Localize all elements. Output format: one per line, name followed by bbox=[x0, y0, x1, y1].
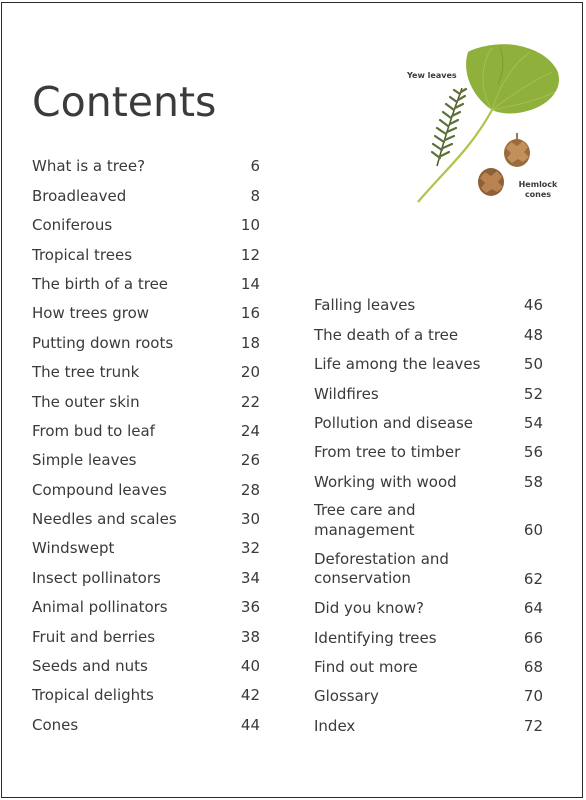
entry-title: From tree to timber bbox=[314, 443, 461, 462]
entry-page-number: 14 bbox=[240, 274, 260, 293]
entry-page-number: 12 bbox=[240, 245, 260, 264]
entry-page-number: 6 bbox=[250, 157, 260, 176]
entry-page-number: 70 bbox=[523, 687, 543, 706]
contents-entry[interactable] bbox=[32, 294, 260, 323]
entry-page-number: 46 bbox=[523, 296, 543, 315]
contents-entry[interactable] bbox=[314, 462, 543, 491]
entry-page-number: 64 bbox=[523, 599, 543, 618]
entry-page-number: 20 bbox=[240, 363, 260, 382]
entry-title: The tree trunk bbox=[32, 363, 140, 382]
contents-entry[interactable] bbox=[32, 323, 260, 352]
contents-entry[interactable] bbox=[314, 492, 543, 541]
entry-page-number: 48 bbox=[523, 325, 543, 344]
entry-title: Find out more bbox=[314, 657, 418, 676]
contents-entry[interactable] bbox=[314, 315, 543, 344]
entry-title: Deforestation and conservation bbox=[314, 549, 449, 588]
entry-title: Putting down roots bbox=[32, 333, 174, 352]
contents-entry[interactable] bbox=[32, 588, 260, 617]
contents-entry[interactable] bbox=[314, 345, 543, 374]
yew-leaves-label: Yew leaves bbox=[407, 71, 457, 80]
hemlock-cones-label bbox=[518, 180, 558, 200]
contents-entry[interactable] bbox=[314, 404, 543, 433]
entry-title: Seeds and nuts bbox=[32, 657, 148, 676]
contents-entry[interactable] bbox=[32, 265, 260, 294]
entry-title: The birth of a tree bbox=[32, 274, 169, 293]
contents-entry[interactable] bbox=[32, 529, 260, 558]
entry-title: Pollution and disease bbox=[314, 413, 473, 432]
entry-page-number: 38 bbox=[240, 627, 260, 646]
contents-entry[interactable] bbox=[314, 706, 543, 735]
entry-page-number: 40 bbox=[240, 657, 260, 676]
contents-entry[interactable] bbox=[314, 589, 543, 618]
entry-title: Tropical trees bbox=[32, 245, 133, 264]
entry-page-number: 68 bbox=[523, 657, 543, 676]
entry-page-number: 28 bbox=[240, 480, 260, 499]
contents-entry[interactable] bbox=[32, 382, 260, 411]
entry-page-number: 50 bbox=[523, 355, 543, 374]
entry-page-number: 8 bbox=[250, 186, 260, 205]
entry-page-number: 34 bbox=[240, 568, 260, 587]
contents-entry[interactable] bbox=[314, 433, 543, 462]
contents-entry[interactable] bbox=[32, 441, 260, 470]
contents-entry[interactable] bbox=[314, 618, 543, 647]
entry-page-number: 44 bbox=[240, 715, 260, 734]
entry-page-number: 72 bbox=[523, 716, 543, 735]
entry-title: Needles and scales bbox=[32, 510, 177, 529]
contents-entry[interactable] bbox=[32, 676, 260, 705]
entry-title: How trees grow bbox=[32, 304, 150, 323]
entry-page-number: 42 bbox=[240, 686, 260, 705]
entry-page-number: 60 bbox=[523, 521, 543, 540]
entry-page-number: 30 bbox=[240, 510, 260, 529]
entry-title: Glossary bbox=[314, 687, 379, 706]
page-title: Contents bbox=[32, 78, 217, 126]
entry-page-number: 32 bbox=[240, 539, 260, 558]
entry-title: Coniferous bbox=[32, 216, 113, 235]
entry-title: Windswept bbox=[32, 539, 115, 558]
entry-page-number: 16 bbox=[240, 304, 260, 323]
entry-title: Broadleaved bbox=[32, 186, 127, 205]
entry-page-number: 58 bbox=[523, 472, 543, 491]
entry-title: Life among the leaves bbox=[314, 355, 481, 374]
entry-title: The death of a tree bbox=[314, 325, 459, 344]
entry-title: Index bbox=[314, 716, 356, 735]
contents-entry[interactable] bbox=[32, 617, 260, 646]
contents-entry[interactable] bbox=[32, 470, 260, 499]
contents-entry[interactable] bbox=[314, 540, 543, 589]
entry-page-number: 26 bbox=[240, 451, 260, 470]
entry-title: Fruit and berries bbox=[32, 627, 156, 646]
entry-title: Wildfires bbox=[314, 384, 379, 403]
entry-title: Compound leaves bbox=[32, 480, 167, 499]
contents-entry[interactable] bbox=[314, 648, 543, 677]
entry-page-number: 56 bbox=[523, 443, 543, 462]
entry-title: Tropical delights bbox=[32, 686, 154, 705]
contents-entry[interactable] bbox=[314, 677, 543, 706]
entry-page-number: 24 bbox=[240, 421, 260, 440]
contents-entry[interactable] bbox=[32, 176, 260, 205]
entry-page-number: 18 bbox=[240, 333, 260, 352]
entry-title: Tree care and management bbox=[314, 501, 416, 539]
contents-entry[interactable] bbox=[32, 206, 260, 235]
entry-title: Falling leaves bbox=[314, 296, 416, 315]
entry-page-number: 22 bbox=[240, 392, 260, 411]
contents-list-left bbox=[32, 147, 260, 735]
entry-page-number: 66 bbox=[523, 628, 543, 647]
entry-title: The outer skin bbox=[32, 392, 140, 411]
entry-page-number: 36 bbox=[240, 598, 260, 617]
contents-entry[interactable] bbox=[32, 412, 260, 441]
contents-entry[interactable] bbox=[314, 374, 543, 403]
entry-title: What is a tree? bbox=[32, 157, 146, 176]
entry-page-number: 54 bbox=[523, 413, 543, 432]
entry-title: Animal pollinators bbox=[32, 598, 168, 617]
contents-entry[interactable] bbox=[32, 705, 260, 734]
hemlock-label-line1: Hemlock bbox=[518, 180, 558, 189]
entry-title: Insect pollinators bbox=[32, 568, 161, 587]
entry-page-number: 52 bbox=[523, 384, 543, 403]
entry-title: Cones bbox=[32, 715, 79, 734]
contents-entry[interactable] bbox=[32, 647, 260, 676]
contents-entry[interactable] bbox=[32, 353, 260, 382]
contents-entry[interactable] bbox=[314, 286, 543, 315]
entry-title: Identifying trees bbox=[314, 628, 437, 647]
entry-page-number: 62 bbox=[523, 569, 543, 588]
entry-title: Did you know? bbox=[314, 599, 424, 618]
contents-entry[interactable] bbox=[32, 235, 260, 264]
entry-title: Working with wood bbox=[314, 472, 457, 491]
entry-title: Simple leaves bbox=[32, 451, 137, 470]
entry-page-number: 10 bbox=[240, 216, 260, 235]
contents-entry[interactable] bbox=[32, 500, 260, 529]
contents-list-right bbox=[314, 286, 543, 736]
contents-entry[interactable] bbox=[32, 147, 260, 176]
hemlock-label-line2: cones bbox=[524, 190, 552, 199]
contents-entry[interactable] bbox=[32, 558, 260, 587]
entry-title: From bud to leaf bbox=[32, 421, 155, 440]
